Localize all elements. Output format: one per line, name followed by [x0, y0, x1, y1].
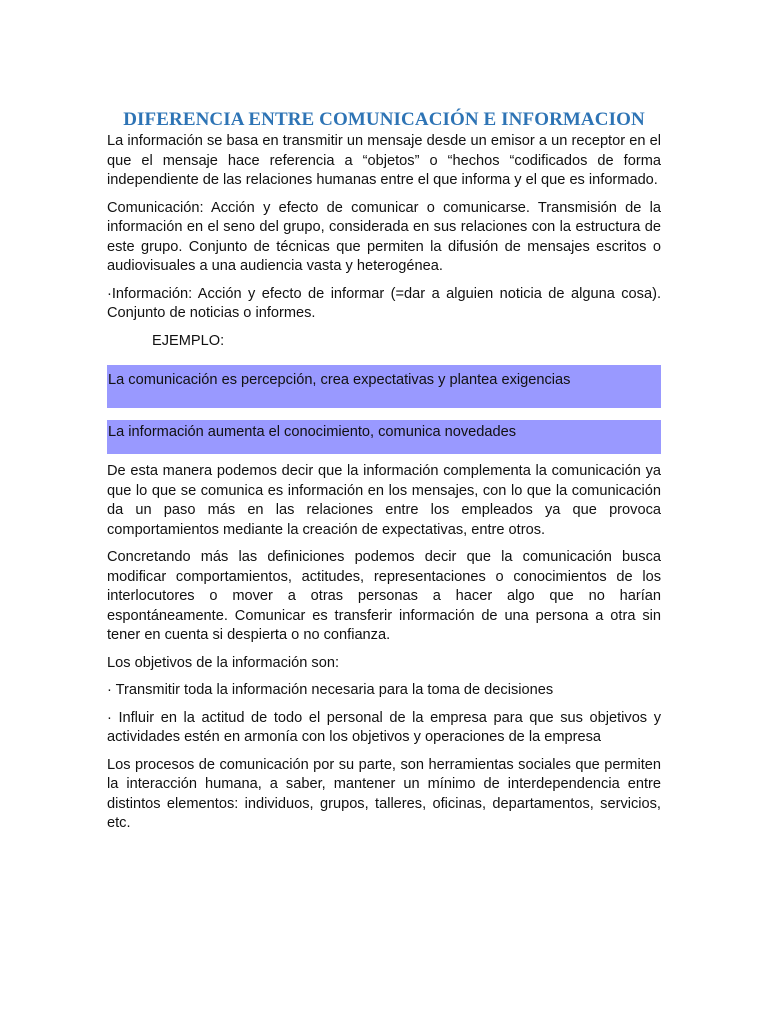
highlight-informacion-text: La información aumenta el conocimiento, comunica novedades: [108, 424, 517, 440]
paragraph-informacion-definicion: La información se basa en transmitir un mensaje desde un emisor a un receptor en el que el mensaje hace referencia a “objetos” o “hechos “codificados de forma independiente de las relaciones humanas entre el que informa y el que es informado.: [107, 133, 661, 188]
document-page: [107, 110, 661, 842]
list-item-influir: · Influir en la actitud de todo el personal de la empresa para que sus objetivos y actividades estén en armonía con los objetivos y operaciones de la empresa: [107, 709, 661, 745]
paragraph-comunicacion-definicion: Comunicación: Acción y efecto de comunicar o comunicarse. Transmisión de la información en el seno del grupo, considerada en sus relaciones con la estructura de este grupo. Conjunto de técnicas que permiten la difusión de mensajes escritos o audiovisuales a una audiencia vasta y heterogénea.: [107, 199, 661, 274]
highlight-informacion: [107, 420, 661, 454]
paragraph-informacion-accion: ·Información: Acción y efecto de informar (=dar a alguien noticia de alguna cosa). Conjunto de noticias o informes.: [107, 285, 661, 321]
paragraph-complementa: De esta manera podemos decir que la información complementa la comunicación ya que lo que se comunica es información en los mensajes, con lo que la comunicación da un paso más en las relaciones entre los empleados ya que provoca comportamientos mediante la creación de expectativas, entre otros.: [107, 463, 661, 538]
highlight-comunicacion-text: La comunicación es percepción, crea expectativas y plantea exigencias: [108, 372, 571, 388]
highlight-comunicacion: [107, 365, 661, 408]
example-label: EJEMPLO:: [152, 332, 225, 349]
paragraph-concretando: Concretando más las definiciones podemos decir que la comunicación busca modificar comportamientos, actitudes, representaciones o conocimientos de los interlocutores o mover a otras personas a hacer algo que no harían espontáneamente. Comunicar es transferir información de una persona a otra sin tener en cuenta si despierta o no confianza.: [107, 549, 661, 643]
list-item-transmitir: · Transmitir toda la información necesaria para la toma de decisiones: [107, 682, 554, 698]
paragraph-procesos: Los procesos de comunicación por su parte, son herramientas sociales que permiten la interacción humana, a saber, mantener un mínimo de interdependencia entre distintos elementos: individuos, grupos, talleres, oficinas, departamentos, servicios, etc.: [107, 756, 661, 831]
document-title: DIFERENCIA ENTRE COMUNICACIÓN E INFORMACION: [123, 109, 645, 130]
paragraph-objetivos-intro: Los objetivos de la información son:: [107, 654, 340, 671]
